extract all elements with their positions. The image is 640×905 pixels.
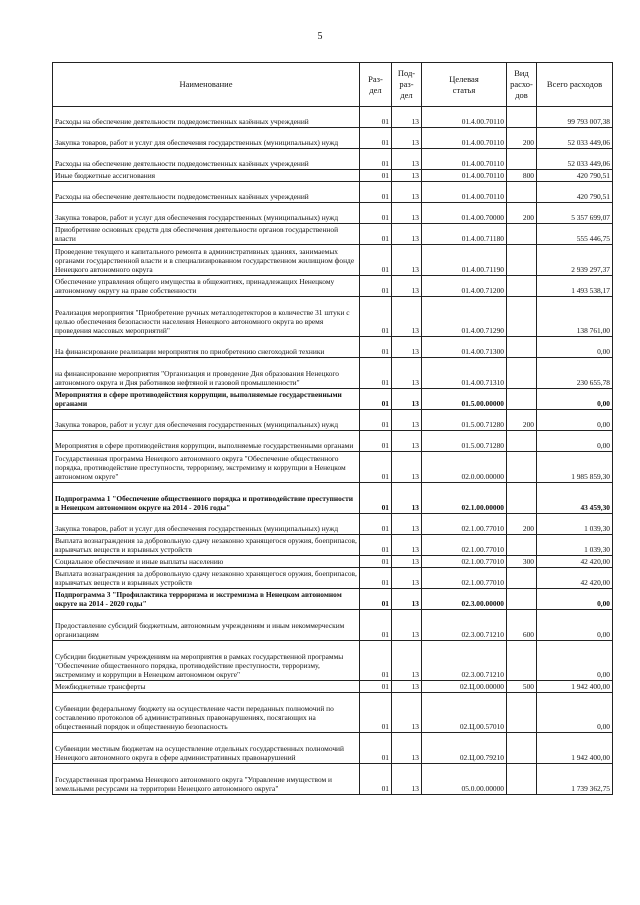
table-row <box>53 276 613 297</box>
row-vid: 800 <box>507 170 537 182</box>
table-row <box>53 589 613 610</box>
row-vid: 600 <box>507 610 537 641</box>
row-podrazdel: 13 <box>392 610 422 641</box>
table-row <box>53 128 613 149</box>
row-podrazdel: 13 <box>392 182 422 203</box>
row-name: Мероприятия в сфере противодействия коррупции, выполняемые государственными органами <box>53 389 360 410</box>
table-row <box>53 483 613 514</box>
row-razdel: 01 <box>360 170 392 182</box>
row-name: Закупка товаров, работ и услуг для обеспечения государственных (муниципальных) нужд <box>53 410 360 431</box>
row-name: Предоставление субсидий бюджетным, автономным учреждениям и иным некоммерческим организациям <box>53 610 360 641</box>
row-total: 0,00 <box>537 589 613 610</box>
row-name: Социальное обеспечение и иные выплаты населению <box>53 556 360 568</box>
row-razdel: 01 <box>360 568 392 589</box>
row-vid <box>507 245 537 276</box>
row-name: Проведение текущего и капитального ремонта в административных зданиях, занимаемых органами государственной власти и в специализированном государственном жилищном фонде Ненецкого автономного округа <box>53 245 360 276</box>
header-target: Целевая статья <box>422 63 507 107</box>
row-total: 1 039,30 <box>537 514 613 535</box>
budget-table <box>52 62 613 795</box>
row-total: 1 942 400,00 <box>537 681 613 693</box>
row-target: 01.4.00.70110 <box>422 149 507 170</box>
row-name: Подпрограмма 3 "Профилактика терроризма и экстремизма в Ненецком автономном округе на 2014 - 2020 годы" <box>53 589 360 610</box>
row-podrazdel: 13 <box>392 337 422 358</box>
row-name: Расходы на обеспечение деятельности подведомственных казённых учреждений <box>53 107 360 128</box>
row-vid <box>507 358 537 389</box>
row-target: 01.4.00.71310 <box>422 358 507 389</box>
table-row <box>53 107 613 128</box>
row-vid <box>507 182 537 203</box>
row-total: 42 420,00 <box>537 568 613 589</box>
row-vid: 500 <box>507 681 537 693</box>
row-razdel: 01 <box>360 483 392 514</box>
header-razdel: Раз- дел <box>360 63 392 107</box>
row-target: 01.5.00.71280 <box>422 410 507 431</box>
row-target: 02.1.00.00000 <box>422 483 507 514</box>
row-target: 01.4.00.71190 <box>422 245 507 276</box>
row-razdel: 01 <box>360 641 392 681</box>
row-podrazdel: 13 <box>392 410 422 431</box>
header-podrazdel: Под- раз- дел <box>392 63 422 107</box>
table-row <box>53 431 613 452</box>
row-name: Приобретение основных средств для обеспечения деятельности органов государственной власти <box>53 224 360 245</box>
row-vid <box>507 276 537 297</box>
row-target: 02.1.00.77010 <box>422 568 507 589</box>
row-podrazdel: 13 <box>392 589 422 610</box>
row-target: 01.5.00.00000 <box>422 389 507 410</box>
row-razdel: 01 <box>360 410 392 431</box>
row-podrazdel: 13 <box>392 681 422 693</box>
row-name: Обеспечение управления общего имущества в общежитиях, принадлежащих Ненецкому автономному округу на праве собственности <box>53 276 360 297</box>
row-name: Расходы на обеспечение деятельности подведомственных казённых учреждений <box>53 149 360 170</box>
row-name: Государственная программа Ненецкого автономного округа "Обеспечение общественного порядка, противодействие преступности, терроризму, экстремизму и коррупции в Ненецком автономном округе" <box>53 452 360 483</box>
table-row <box>53 535 613 556</box>
row-total: 1 942 400,00 <box>537 733 613 764</box>
row-podrazdel: 13 <box>392 641 422 681</box>
row-total: 0,00 <box>537 410 613 431</box>
row-target: 01.5.00.71280 <box>422 431 507 452</box>
row-total: 99 793 007,38 <box>537 107 613 128</box>
row-vid <box>507 452 537 483</box>
row-target: 01.4.00.71180 <box>422 224 507 245</box>
row-razdel: 01 <box>360 733 392 764</box>
row-vid <box>507 224 537 245</box>
row-target: 02.Ц.00.57010 <box>422 693 507 733</box>
row-podrazdel: 13 <box>392 514 422 535</box>
row-podrazdel: 13 <box>392 452 422 483</box>
row-vid: 200 <box>507 128 537 149</box>
row-total: 0,00 <box>537 337 613 358</box>
row-total: 0,00 <box>537 693 613 733</box>
row-target: 02.0.00.00000 <box>422 452 507 483</box>
row-vid <box>507 107 537 128</box>
row-razdel: 01 <box>360 452 392 483</box>
row-total: 555 446,75 <box>537 224 613 245</box>
row-target: 01.4.00.70110 <box>422 128 507 149</box>
row-total: 5 357 699,07 <box>537 203 613 224</box>
row-podrazdel: 13 <box>392 693 422 733</box>
row-podrazdel: 13 <box>392 107 422 128</box>
row-vid <box>507 337 537 358</box>
row-total: 0,00 <box>537 389 613 410</box>
row-target: 02.1.00.77010 <box>422 535 507 556</box>
row-vid: 200 <box>507 514 537 535</box>
row-total: 1 739 362,75 <box>537 764 613 795</box>
row-razdel: 01 <box>360 431 392 452</box>
row-podrazdel: 13 <box>392 764 422 795</box>
page-number: 5 <box>317 31 323 42</box>
row-razdel: 01 <box>360 556 392 568</box>
table-row <box>53 610 613 641</box>
table-row <box>53 203 613 224</box>
row-podrazdel: 13 <box>392 203 422 224</box>
row-razdel: 01 <box>360 245 392 276</box>
row-vid <box>507 641 537 681</box>
row-total: 0,00 <box>537 431 613 452</box>
table-row <box>53 641 613 681</box>
table-header-row <box>53 63 613 107</box>
row-razdel: 01 <box>360 224 392 245</box>
table-row <box>53 337 613 358</box>
row-total: 52 033 449,06 <box>537 128 613 149</box>
row-vid: 200 <box>507 203 537 224</box>
header-total: Всего расходов <box>537 63 613 107</box>
row-vid <box>507 297 537 337</box>
row-target: 01.4.00.70000 <box>422 203 507 224</box>
row-total: 420 790,51 <box>537 182 613 203</box>
row-target: 02.Ц.00.79210 <box>422 733 507 764</box>
row-razdel: 01 <box>360 203 392 224</box>
row-podrazdel: 13 <box>392 224 422 245</box>
row-vid <box>507 589 537 610</box>
row-razdel: 01 <box>360 297 392 337</box>
row-vid: 200 <box>507 410 537 431</box>
row-total: 42 420,00 <box>537 556 613 568</box>
row-podrazdel: 13 <box>392 170 422 182</box>
row-vid <box>507 389 537 410</box>
row-vid <box>507 733 537 764</box>
table-row <box>53 514 613 535</box>
row-podrazdel: 13 <box>392 297 422 337</box>
row-podrazdel: 13 <box>392 431 422 452</box>
row-podrazdel: 13 <box>392 483 422 514</box>
row-total: 1 039,30 <box>537 535 613 556</box>
row-vid <box>507 535 537 556</box>
row-vid <box>507 431 537 452</box>
row-razdel: 01 <box>360 389 392 410</box>
row-name: Субвенции федеральному бюджету на осуществление части переданных полномочий по составлению протоколов об административных правонарушениях, посягающих на общественный порядок и общественную безопасность <box>53 693 360 733</box>
row-name: Закупка товаров, работ и услуг для обеспечения государственных (муниципальных) нужд <box>53 514 360 535</box>
row-target: 01.4.00.71300 <box>422 337 507 358</box>
table-row <box>53 170 613 182</box>
table-row <box>53 556 613 568</box>
row-vid <box>507 483 537 514</box>
row-name: Реализация мероприятия "Приобретение ручных металлодетекторов в количестве 31 штуки с целью обеспечения безопасности населения Ненецкого автономного округа во время проведения массовых мероприятий" <box>53 297 360 337</box>
table-row <box>53 245 613 276</box>
row-name: Субвенции местным бюджетам на осуществление отдельных государственных полномочий Ненецкого автономного округа в сфере административных правонарушений <box>53 733 360 764</box>
table-row <box>53 149 613 170</box>
row-razdel: 01 <box>360 358 392 389</box>
header-vid: Вид расхо- дов <box>507 63 537 107</box>
table-row <box>53 764 613 795</box>
row-vid <box>507 764 537 795</box>
row-total: 43 459,30 <box>537 483 613 514</box>
row-target: 01.4.00.70110 <box>422 170 507 182</box>
table-row <box>53 358 613 389</box>
table-row <box>53 182 613 203</box>
row-total: 230 655,78 <box>537 358 613 389</box>
row-podrazdel: 13 <box>392 358 422 389</box>
row-total: 1 985 859,30 <box>537 452 613 483</box>
row-vid <box>507 149 537 170</box>
row-vid: 300 <box>507 556 537 568</box>
row-vid <box>507 568 537 589</box>
row-podrazdel: 13 <box>392 556 422 568</box>
row-target: 01.4.00.71200 <box>422 276 507 297</box>
row-podrazdel: 13 <box>392 128 422 149</box>
row-name: Иные бюджетные ассигнования <box>53 170 360 182</box>
row-total: 52 033 449,06 <box>537 149 613 170</box>
row-podrazdel: 13 <box>392 276 422 297</box>
table-row <box>53 568 613 589</box>
row-name: На финансирование реализации мероприятия по приобретению снегоходной техники <box>53 337 360 358</box>
row-name: на финансирование мероприятия "Организация и проведение Дня образования Ненецкого автономного округа и Дня работников нефтяной и газовой промышленности" <box>53 358 360 389</box>
row-target: 02.3.00.71210 <box>422 641 507 681</box>
row-name: Государственная программа Ненецкого автономного округа "Управление имуществом и земельными ресурсами на территории Ненецкого автономного округа" <box>53 764 360 795</box>
row-target: 02.Ц.00.00000 <box>422 681 507 693</box>
row-target: 01.4.00.70110 <box>422 107 507 128</box>
row-total: 0,00 <box>537 610 613 641</box>
row-total: 1 493 538,17 <box>537 276 613 297</box>
row-podrazdel: 13 <box>392 568 422 589</box>
row-podrazdel: 13 <box>392 149 422 170</box>
row-name: Межбюджетные трансферты <box>53 681 360 693</box>
row-razdel: 01 <box>360 182 392 203</box>
row-razdel: 01 <box>360 764 392 795</box>
row-total: 2 939 297,37 <box>537 245 613 276</box>
row-razdel: 01 <box>360 107 392 128</box>
row-razdel: 01 <box>360 337 392 358</box>
row-target: 02.3.00.71210 <box>422 610 507 641</box>
row-podrazdel: 13 <box>392 535 422 556</box>
row-podrazdel: 13 <box>392 389 422 410</box>
row-razdel: 01 <box>360 589 392 610</box>
row-name: Закупка товаров, работ и услуг для обеспечения государственных (муниципальных) нужд <box>53 128 360 149</box>
row-name: Мероприятия в сфере противодействия коррупции, выполняемые государственными органами <box>53 431 360 452</box>
table-row <box>53 389 613 410</box>
row-vid <box>507 693 537 733</box>
header-name: Наименование <box>53 63 360 107</box>
row-podrazdel: 13 <box>392 245 422 276</box>
row-razdel: 01 <box>360 610 392 641</box>
row-name: Закупка товаров, работ и услуг для обеспечения государственных (муниципальных) нужд <box>53 203 360 224</box>
row-name: Выплата вознаграждения за добровольную сдачу незаконно хранящегося оружия, боеприпасов, взрывчатых веществ и взрывных устройств <box>53 535 360 556</box>
table-row <box>53 410 613 431</box>
row-target: 02.1.00.77010 <box>422 514 507 535</box>
row-razdel: 01 <box>360 693 392 733</box>
row-name: Выплата вознаграждения за добровольную сдачу незаконно хранящегося оружия, боеприпасов, взрывчатых веществ и взрывных устройств <box>53 568 360 589</box>
table-row <box>53 297 613 337</box>
row-target: 01.4.00.71290 <box>422 297 507 337</box>
row-target: 05.0.00.00000 <box>422 764 507 795</box>
row-razdel: 01 <box>360 149 392 170</box>
row-total: 0,00 <box>537 641 613 681</box>
table-row <box>53 452 613 483</box>
row-target: 02.3.00.00000 <box>422 589 507 610</box>
row-name: Подпрограмма 1 "Обеспечение общественного порядка и противодействие преступности в Ненецком автономном округе на 2014 - 2016 годы" <box>53 483 360 514</box>
table-row <box>53 681 613 693</box>
table-row <box>53 693 613 733</box>
row-razdel: 01 <box>360 276 392 297</box>
table-row <box>53 224 613 245</box>
table-row <box>53 733 613 764</box>
row-target: 02.1.00.77010 <box>422 556 507 568</box>
row-podrazdel: 13 <box>392 733 422 764</box>
row-total: 420 790,51 <box>537 170 613 182</box>
row-name: Субсидии бюджетным учреждениям на мероприятия в рамках государственной программы "Обеспечение общественного порядка, противодействие преступности, терроризму, экстремизму и коррупции в Ненецком автономном округе" <box>53 641 360 681</box>
row-razdel: 01 <box>360 128 392 149</box>
row-razdel: 01 <box>360 535 392 556</box>
row-razdel: 01 <box>360 681 392 693</box>
row-total: 138 761,00 <box>537 297 613 337</box>
row-razdel: 01 <box>360 514 392 535</box>
row-name: Расходы на обеспечение деятельности подведомственных казённых учреждений <box>53 182 360 203</box>
row-target: 01.4.00.70110 <box>422 182 507 203</box>
